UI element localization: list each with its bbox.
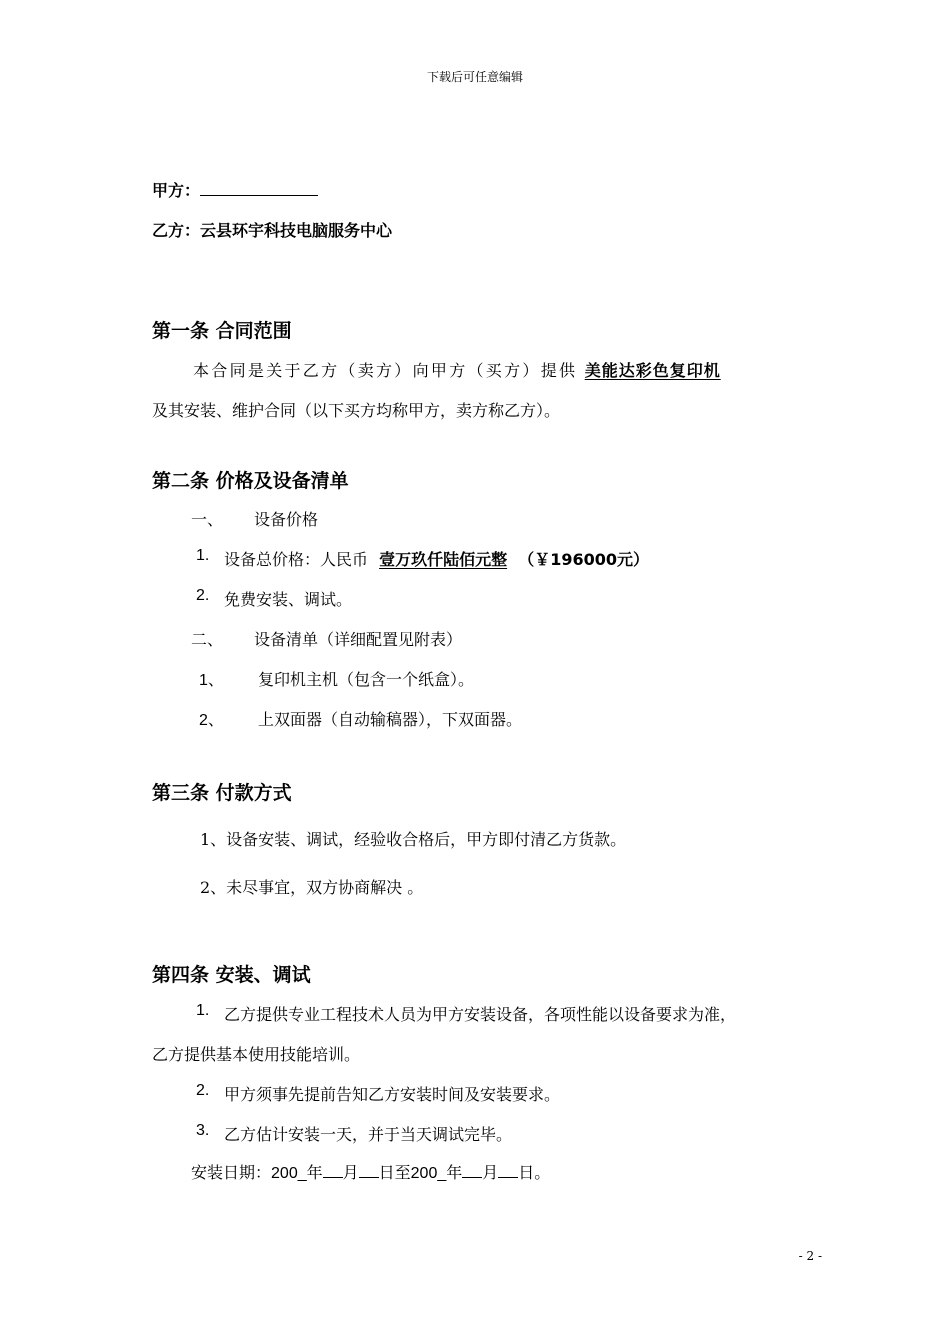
install-item2-num: 2.	[196, 1082, 210, 1099]
item2-text: 免费安装、调试。	[224, 590, 353, 609]
install-item1-line1: 乙方提供专业工程技术人员为甲方安装设备，各项性能以设备要求为准，	[224, 1005, 737, 1024]
list2-text: 上双面器（自动输稿器），下双面器。	[258, 710, 523, 729]
install-date-ri-end: 日。	[518, 1163, 551, 1182]
article1-heading: 第一条 合同范围	[152, 320, 292, 342]
sec1-title: 设备价格	[254, 510, 319, 529]
install-item3-num: 3.	[196, 1122, 210, 1139]
product-name: 美能达彩色复印机	[584, 361, 721, 380]
payment-item1: 1、设备安装、调试，经验收合格后，甲方即付清乙方货款。	[200, 830, 627, 849]
party-a-line	[152, 178, 318, 201]
party-a-label: 甲方：	[152, 181, 201, 200]
install-day1-blank	[359, 1163, 379, 1178]
article1-line1-text: 本合同是关于乙方（卖方）向甲方（买方）提供	[193, 361, 578, 380]
install-date-yue2: 月	[482, 1163, 499, 1182]
item1-line	[224, 547, 649, 570]
install-month2-blank	[462, 1163, 482, 1178]
article4-heading: 第四条 安装、调试	[152, 964, 311, 986]
price-amount-words: 壹万玖仟陆佰元整	[379, 550, 508, 569]
list1-text: 复印机主机（包含一个纸盒）。	[258, 670, 475, 689]
article1-line1	[193, 358, 721, 381]
page-number: - 2 -	[798, 1249, 822, 1263]
install-date-nian2: 年	[446, 1163, 463, 1182]
sec2-title: 设备清单（详细配置见附表）	[254, 630, 463, 649]
payment-item2: 2、未尽事宜，双方协商解决 。	[200, 878, 424, 897]
list1-num: 1、	[199, 672, 224, 689]
install-date-year1: 200_	[271, 1165, 307, 1182]
install-month1-blank	[323, 1163, 343, 1178]
page-header: 下载后可任意编辑	[426, 70, 523, 84]
article3-heading: 第三条 付款方式	[152, 782, 292, 804]
install-date-line	[191, 1160, 550, 1183]
install-date-nian1: 年	[306, 1163, 323, 1182]
install-item3-text: 乙方估计安装一天，并于当天调试完毕。	[224, 1125, 513, 1144]
party-b-label: 乙方：	[152, 221, 201, 240]
install-date-year2: 200_	[410, 1165, 447, 1182]
install-date-ri-zhi: 日至	[378, 1163, 411, 1182]
item2-num: 2.	[196, 587, 210, 604]
sec2-num: 二、	[191, 630, 224, 649]
list2-num: 2、	[199, 712, 224, 729]
party-b-name: 云县环宇科技电脑服务中心	[200, 221, 393, 240]
install-item1-line2: 乙方提供基本使用技能培训。	[152, 1045, 361, 1064]
install-date-label: 安装日期：	[191, 1163, 272, 1182]
item1-label: 设备总价格：人民币	[224, 550, 369, 569]
article1-line2: 及其安装、维护合同（以下买方均称甲方，卖方称乙方）。	[152, 401, 561, 420]
party-b-line	[152, 218, 392, 241]
price-amount-figure: （￥196000元）	[518, 550, 650, 569]
install-item1-num: 1.	[196, 1002, 210, 1019]
install-day2-blank	[498, 1163, 518, 1178]
item1-num: 1.	[196, 547, 210, 564]
party-a-blank	[200, 181, 318, 196]
install-item2-text: 甲方须事先提前告知乙方安装时间及安装要求。	[224, 1085, 561, 1104]
sec1-num: 一、	[191, 510, 224, 529]
install-date-yue1: 月	[342, 1163, 359, 1182]
article2-heading: 第二条 价格及设备清单	[152, 470, 349, 492]
